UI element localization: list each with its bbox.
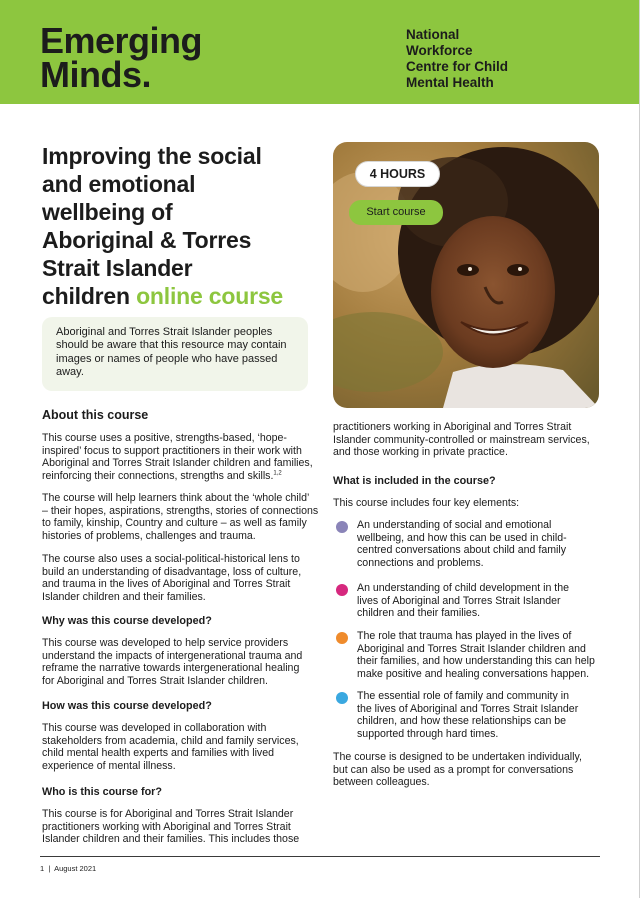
text-line: This course was developed to help service providers bbox=[42, 637, 289, 649]
text-line: inspired’ focus to support practitioners in their work with bbox=[42, 444, 302, 457]
text-line: between colleagues. bbox=[333, 776, 430, 789]
text-line: experience of mental illness. bbox=[42, 759, 176, 772]
text-line: connections and problems. bbox=[357, 556, 484, 569]
notice-line: images or names of people who have passed bbox=[56, 352, 278, 365]
text-line: This course uses a positive, strengths-based, ‘hope- bbox=[42, 432, 287, 444]
header-banner bbox=[0, 0, 640, 104]
page-number: 1 bbox=[40, 864, 45, 873]
who-heading: Who is this course for? bbox=[42, 786, 162, 798]
bullet-dot-icon bbox=[336, 632, 348, 644]
why-heading: Why was this course developed? bbox=[42, 615, 212, 627]
text-line: supported through hard times. bbox=[357, 727, 499, 740]
footnote-ref: 1,2 bbox=[273, 470, 282, 477]
text-line: Islander community-controlled or mainstream services, bbox=[333, 433, 590, 446]
title-line-1: Improving the social bbox=[42, 143, 262, 169]
text-line: build an understanding of disadvantage, loss of culture, bbox=[42, 565, 302, 578]
text-line: for Aboriginal and Torres Strait Islander children. bbox=[42, 674, 268, 687]
text-line: An understanding of child development in the bbox=[357, 582, 570, 594]
bullet-dot-icon bbox=[336, 584, 348, 596]
included-outro bbox=[333, 751, 603, 789]
text-line: centred conversations about child and family bbox=[357, 544, 567, 557]
about-paragraph-3 bbox=[42, 553, 312, 603]
text-line: understand the impacts of intergenerational trauma and bbox=[42, 649, 303, 662]
emerging-minds-logo[interactable] bbox=[40, 20, 203, 95]
notice-line: should be aware that this resource may contain bbox=[56, 339, 287, 352]
bullet-dot-icon bbox=[336, 521, 348, 533]
who-paragraph-continued bbox=[333, 421, 603, 459]
bullet-dot-icon bbox=[336, 692, 348, 704]
text-line: Islander children and their families. bbox=[42, 590, 206, 603]
about-paragraph-1 bbox=[42, 432, 312, 482]
text-line: Aboriginal and Torres Strait Islander children and families, bbox=[42, 457, 313, 470]
title-children: children bbox=[42, 283, 130, 309]
publication-date: August 2021 bbox=[54, 864, 97, 873]
text-line: This course is for Aboriginal and Torres Strait Islander bbox=[42, 808, 294, 820]
who-paragraph bbox=[42, 808, 312, 846]
organisation-name bbox=[406, 27, 508, 91]
text-line: make positive and healing conversations happen. bbox=[357, 667, 590, 680]
about-paragraph-2 bbox=[42, 492, 319, 542]
text-line: to family, kinship, Country and culture – as well as family bbox=[42, 517, 307, 530]
org-line-4: Mental Health bbox=[406, 75, 494, 90]
org-line-3: Centre for Child bbox=[406, 59, 509, 74]
list-item bbox=[335, 690, 605, 748]
text-line: The role that trauma has played in the lives of bbox=[357, 630, 572, 642]
text-line: child mental health experts and families with lived bbox=[42, 747, 275, 760]
text-line: but can also be used as a prompt for conversations bbox=[333, 763, 574, 776]
title-line-6 bbox=[42, 282, 332, 310]
text-line: The essential role of family and community in bbox=[357, 690, 569, 702]
logo-line-2: Minds. bbox=[40, 54, 151, 95]
how-paragraph bbox=[42, 722, 312, 772]
text-line: reinforcing their connections, strengths and skills. bbox=[42, 469, 274, 482]
notice-line: away. bbox=[56, 366, 84, 379]
text-line: practitioners working in Aboriginal and Torres Strait bbox=[333, 421, 572, 433]
notice-line: Aboriginal and Torres Strait Islander peoples bbox=[56, 326, 273, 338]
duration-badge: 4 HOURS bbox=[355, 161, 440, 187]
included-heading: What is included in the course? bbox=[333, 475, 496, 487]
footer-divider bbox=[40, 856, 600, 857]
left-column bbox=[42, 408, 312, 423]
text-line: Islander children and their families. This includes those bbox=[42, 833, 300, 846]
text-line: lives of Aboriginal and Torres Strait Islander bbox=[357, 594, 561, 607]
text-line: wellbeing, and how this can be used in child- bbox=[357, 531, 567, 544]
text-line: and those working in private practice. bbox=[333, 446, 508, 459]
list-item bbox=[335, 630, 605, 688]
text-line: their families, and how understanding this can help bbox=[357, 655, 595, 668]
list-item bbox=[335, 519, 605, 577]
text-line: The course also uses a social-political-historical lens to bbox=[42, 553, 300, 565]
cultural-warning-notice bbox=[42, 317, 308, 391]
text-line: This course was developed in collaboration with bbox=[42, 722, 267, 734]
title-line-2: and emotional bbox=[42, 171, 196, 197]
why-paragraph bbox=[42, 637, 312, 687]
included-intro: This course includes four key elements: bbox=[333, 497, 520, 509]
org-line-1: National bbox=[406, 27, 460, 42]
title-line-5: Strait Islander bbox=[42, 255, 193, 281]
title-line-4: Aboriginal & Torres bbox=[42, 227, 252, 253]
footer bbox=[40, 864, 96, 874]
text-line: The course is designed to be undertaken individually, bbox=[333, 751, 582, 763]
list-item bbox=[335, 582, 605, 624]
text-line: histories of problems, challenges and trauma. bbox=[42, 529, 256, 542]
title-accent: online course bbox=[136, 283, 284, 309]
text-line: children and their families. bbox=[357, 607, 481, 620]
org-line-2: Workforce bbox=[406, 43, 473, 58]
page-title bbox=[42, 142, 332, 310]
text-line: reframe the narrative towards intergenerational healing bbox=[42, 662, 300, 675]
text-line: practitioners working with Aboriginal and Torres Strait bbox=[42, 820, 291, 833]
title-line-3: wellbeing of bbox=[42, 199, 173, 225]
how-heading: How was this course developed? bbox=[42, 700, 212, 712]
text-line: The course will help learners think about the ‘whole child’ bbox=[42, 492, 310, 504]
text-line: children, and how these relationships can be bbox=[357, 715, 567, 728]
footer-separator: | bbox=[46, 864, 53, 873]
text-line: An understanding of social and emotional bbox=[357, 519, 552, 531]
logo-line-1: Emerging bbox=[40, 20, 203, 61]
text-line: the lives of Aboriginal and Torres Strait Islander bbox=[357, 702, 579, 715]
start-course-button[interactable]: Start course bbox=[349, 200, 443, 225]
text-line: and trauma in the lives of Aboriginal and Torres Strait bbox=[42, 578, 291, 591]
text-line: Aboriginal and Torres Strait Islander children and bbox=[357, 642, 586, 655]
text-line: stakeholders from academia, child and family services, bbox=[42, 734, 299, 747]
about-heading: About this course bbox=[42, 408, 149, 422]
text-line: – their hopes, aspirations, strengths, stories of connections bbox=[42, 504, 319, 517]
